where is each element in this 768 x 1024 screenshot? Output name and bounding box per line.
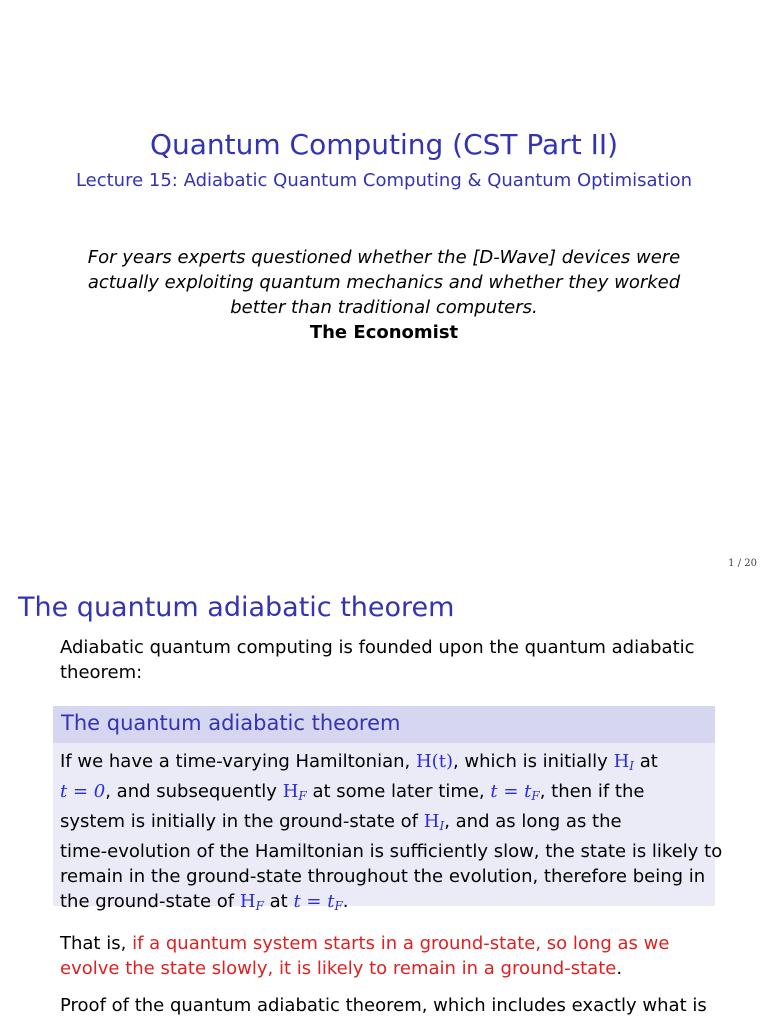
epigraph-quote: [0, 245, 768, 320]
intro-line: theorem:: [60, 662, 143, 683]
math-subscript: F: [531, 789, 540, 803]
theorem-text: , then if the: [539, 781, 645, 802]
quote-line: For years experts questioned whether the [D-Wave] devices were: [87, 247, 681, 268]
quote-line: actually exploiting quantum mechanics and whether they worked: [87, 272, 681, 293]
theorem-text: system is initially in the ground-state of: [60, 811, 419, 832]
theorem-text: at: [269, 891, 288, 912]
summary-text: That is,: [60, 933, 127, 954]
math-subscript: I: [629, 759, 635, 773]
alert-text: if a quantum system starts in a ground-state, so long as we: [132, 933, 670, 954]
theorem-line: [60, 889, 707, 919]
theorem-text: , and subsequently: [105, 781, 277, 802]
summary-line: [60, 956, 720, 981]
theorem-line: [60, 809, 707, 839]
math-subscript: F: [334, 899, 343, 913]
theorem-text: .: [342, 891, 349, 912]
lecture-subtitle: Lecture 15: Adiabatic Quantum Computing & Quantum Optimisation: [75, 170, 693, 191]
math-H-F: [283, 781, 307, 802]
theorem-block-title: The quantum adiabatic theorem: [53, 706, 715, 743]
theorem-line: remain in the ground-state throughout the evolution, therefore being in: [60, 866, 706, 887]
math-text: H: [423, 811, 440, 832]
math-subscript: I: [439, 819, 445, 833]
theorem-line: [60, 749, 707, 779]
presentation-title: Quantum Computing (CST Part II): [149, 128, 619, 161]
math-subscript: F: [298, 789, 307, 803]
math-text: H(t): [415, 751, 453, 772]
theorem-line: time-evolution of the Hamiltonian is sufficiently slow, the state is likely to: [60, 841, 723, 862]
alert-text: evolve the state slowly, it is likely to remain in a ground-state: [60, 958, 617, 979]
summary-text: .: [616, 958, 623, 979]
frame-title: The quantum adiabatic theorem: [18, 592, 455, 623]
math-t-zero: [60, 781, 105, 802]
math-t-eq-tF: [490, 781, 539, 802]
math-t-eq-tF: [293, 891, 342, 912]
math-text: H: [239, 891, 256, 912]
math-text: H: [282, 781, 299, 802]
quote-line: better than traditional computers.: [230, 297, 538, 318]
summary-paragraph: [60, 931, 720, 981]
theorem-line: [60, 779, 707, 809]
theorem-text: the ground-state of: [60, 891, 235, 912]
intro-line: Adiabatic quantum computing is founded upon the quantum adiabatic: [60, 637, 695, 658]
theorem-text: , and as long as the: [444, 811, 622, 832]
math-text: t = t: [293, 891, 335, 912]
proof-paragraph: [60, 993, 720, 1018]
math-text: t = 0: [60, 781, 106, 802]
theorem-text: at some later time,: [312, 781, 485, 802]
intro-paragraph: [60, 635, 720, 685]
theorem-text: at: [639, 751, 658, 772]
page-number: 1 / 20: [728, 558, 757, 569]
theorem-block-body: [53, 743, 723, 913]
math-H-of-t: [416, 751, 453, 772]
math-subscript: F: [255, 899, 264, 913]
proof-line: Proof of the quantum adiabatic theorem, which includes exactly what is: [60, 995, 707, 1016]
math-H-I: [614, 751, 634, 772]
theorem-text: , which is initially: [452, 751, 608, 772]
math-H-F: [240, 891, 264, 912]
theorem-text: If we have a time-varying Hamiltonian,: [60, 751, 411, 772]
quote-source: The Economist: [309, 322, 459, 343]
math-text: H: [613, 751, 630, 772]
math-H-I: [424, 811, 444, 832]
summary-line: [60, 931, 720, 956]
math-text: t = t: [490, 781, 532, 802]
theorem-block: [53, 706, 723, 913]
theorem-slide: [0, 580, 768, 1024]
